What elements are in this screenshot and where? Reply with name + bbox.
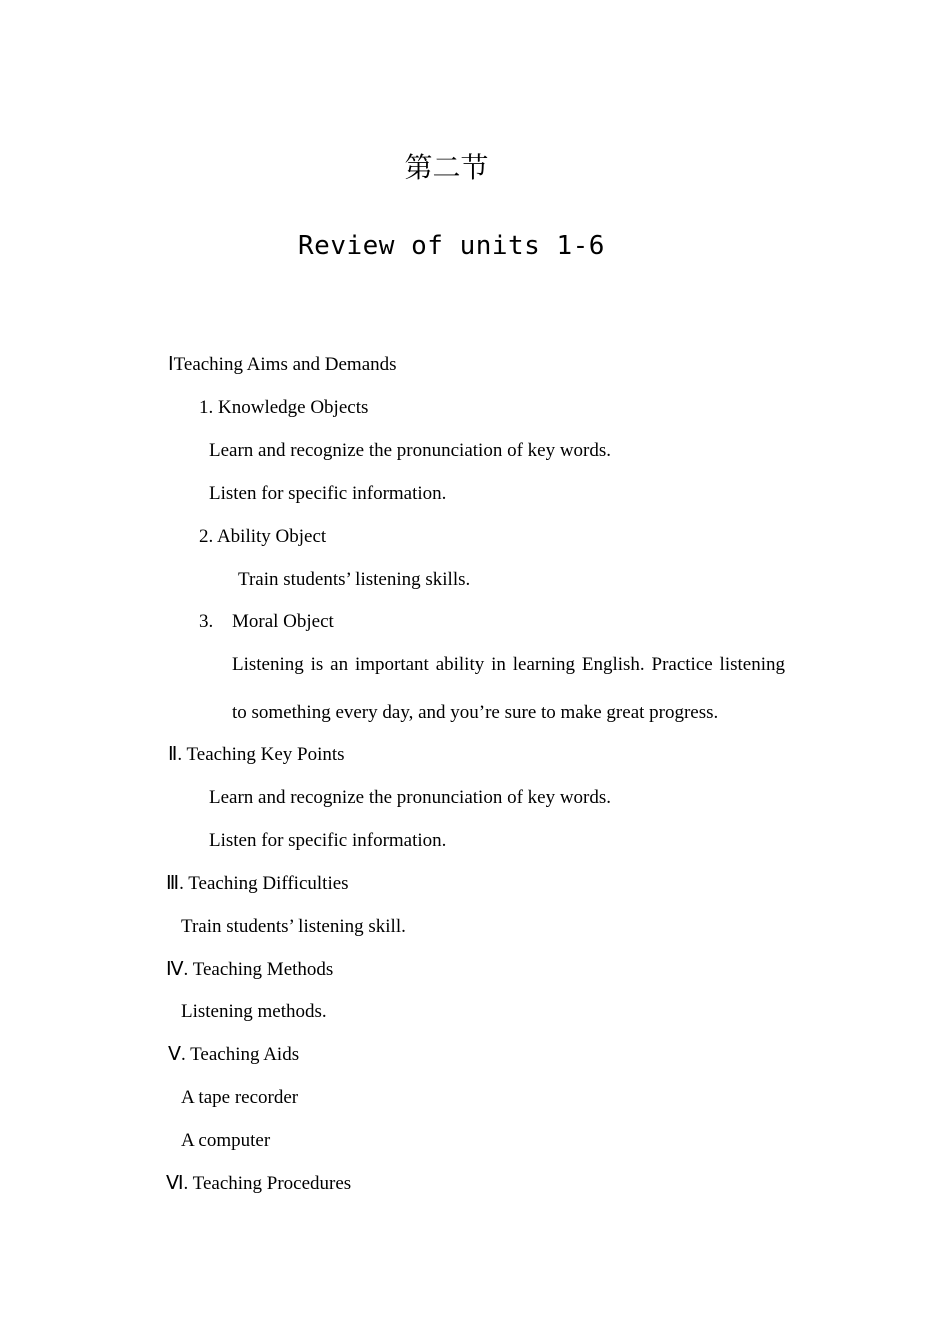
ability-object-heading: 2. Ability Object	[199, 526, 327, 547]
section-title: 第二节	[404, 151, 489, 184]
moral-object-number: 3.	[199, 611, 214, 632]
methods-heading: Ⅳ. Teaching Methods	[166, 959, 334, 980]
methods-item: Listening methods.	[181, 1001, 327, 1022]
aids-item: A computer	[181, 1130, 271, 1151]
unit-title: Review of units 1-6	[298, 231, 605, 261]
key-points-item: Learn and recognize the pronunciation of key words.	[209, 787, 612, 808]
aids-heading: Ⅴ. Teaching Aids	[168, 1044, 300, 1065]
difficulties-heading: Ⅲ. Teaching Difficulties	[166, 873, 349, 894]
knowledge-objects-heading: 1. Knowledge Objects	[199, 397, 369, 418]
key-points-item: Listen for specific information.	[209, 830, 447, 851]
ability-item: Train students’ listening skills.	[238, 569, 471, 590]
moral-object-paragraph: Listening is an important ability in learning English. Practice listening to something every day, and you’re sure to make great progress.	[232, 654, 785, 723]
procedures-heading: Ⅵ. Teaching Procedures	[166, 1173, 352, 1194]
aims-heading: ⅠTeaching Aims and Demands	[168, 354, 397, 375]
knowledge-item: Listen for specific information.	[209, 483, 447, 504]
moral-object-heading: Moral Object	[232, 611, 334, 632]
difficulties-item: Train students’ listening skill.	[181, 916, 406, 937]
key-points-heading: Ⅱ. Teaching Key Points	[168, 744, 345, 765]
aids-item: A tape recorder	[181, 1087, 299, 1108]
knowledge-item: Learn and recognize the pronunciation of key words.	[209, 440, 612, 461]
